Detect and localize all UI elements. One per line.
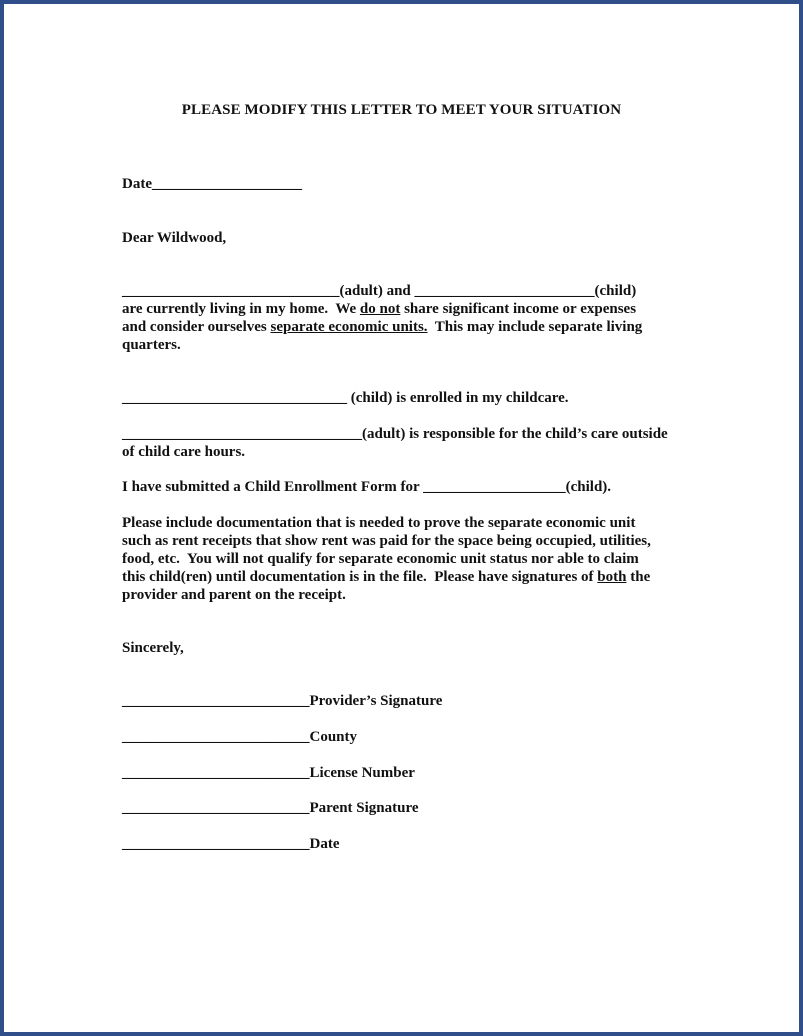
signature-blank: _________________________ (122, 765, 310, 781)
signature-line-provider (122, 692, 442, 710)
adult-name-blank: _____________________________ (122, 283, 340, 299)
household-text: This may include separate living (427, 319, 643, 335)
household-text: and consider ourselves (122, 319, 271, 335)
enrollment-form-line: I have submitted a Child Enrollment Form for ___________________(child). (122, 479, 612, 495)
signature-label: License Number (309, 765, 415, 781)
separate-units-emphasis: separate economic units. (270, 319, 428, 335)
household-line-4: quarters. (122, 337, 181, 353)
signature-label: Parent Signature (309, 800, 419, 816)
documentation-line-1: Please include documentation that is needed to prove the separate economic unit (122, 515, 636, 531)
signature-line-county (122, 728, 357, 746)
signature-label: Date (309, 836, 340, 852)
documentation-line-4 (122, 568, 650, 586)
enrolled-line: ______________________________ (child) is enrolled in my childcare. (122, 390, 569, 406)
signature-label: County (309, 729, 358, 745)
household-line-3 (122, 318, 642, 336)
documentation-text: the (626, 569, 651, 585)
documentation-line-5: provider and parent on the receipt. (122, 587, 346, 603)
signature-blank: _________________________ (122, 836, 310, 852)
signature-label: Provider’s Signature (309, 693, 443, 709)
household-line-2 (122, 300, 636, 318)
child-label: (child) (594, 283, 637, 299)
page-title: PLEASE MODIFY THIS LETTER TO MEET YOUR SITUATION (181, 102, 622, 118)
household-text: are currently living in my home. We (122, 301, 360, 317)
signature-blank: _________________________ (122, 693, 310, 709)
date-line: Date____________________ (122, 176, 302, 192)
signature-line-date (122, 835, 340, 853)
salutation: Dear Wildwood, (122, 230, 227, 246)
both-emphasis: both (597, 569, 627, 585)
responsible-line-1: ________________________________(adult) is responsible for the child’s care outside (122, 426, 668, 442)
signature-line-parent (122, 799, 419, 817)
adult-label: (adult) and (339, 283, 415, 299)
do-not-emphasis: do not (359, 301, 401, 317)
signature-line-license (122, 764, 415, 782)
household-line-1 (122, 282, 636, 300)
responsible-line-2: of child care hours. (122, 444, 246, 460)
signature-blank: _________________________ (122, 800, 310, 816)
documentation-text: this child(ren) until documentation is in the file. Please have signatures of (122, 569, 598, 585)
signature-blank: _________________________ (122, 729, 310, 745)
household-text: share significant income or expenses (400, 301, 637, 317)
documentation-line-3: food, etc. You will not qualify for separate economic unit status nor able to claim (122, 551, 639, 567)
child-name-blank: ________________________ (414, 283, 595, 299)
closing: Sincerely, (122, 640, 184, 656)
documentation-line-2: such as rent receipts that show rent was paid for the space being occupied, utilities, (122, 533, 651, 549)
letter-page (4, 4, 799, 1032)
